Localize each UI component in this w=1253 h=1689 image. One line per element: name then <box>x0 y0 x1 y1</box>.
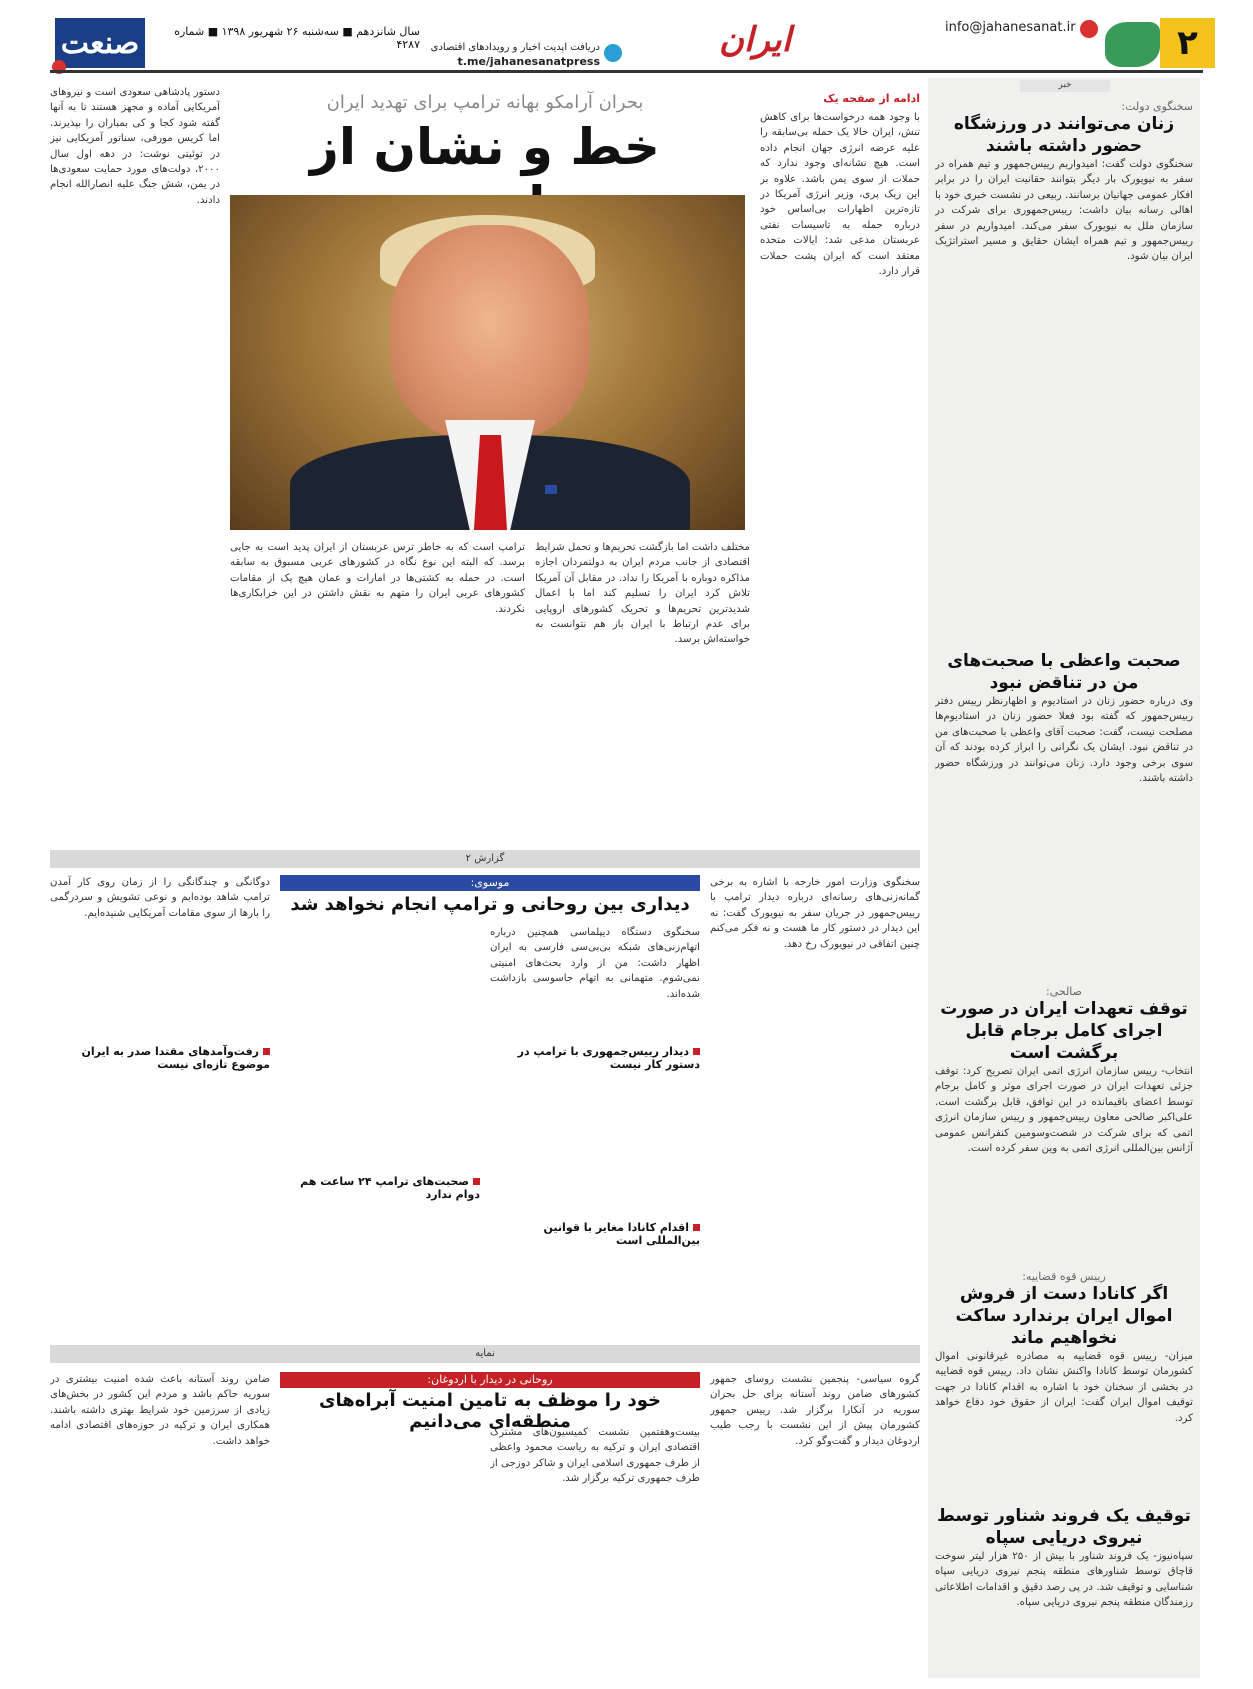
story-body: وی درباره حضور زنان در استادیوم و اظهارنظر رییس دفتر رییس‌جمهور که گفته بود فعلا حضور زنان در استادیوم‌ها مصلحت نیست، گفت: صحبت آقای واعظی با صحبت‌های من در تناقض نبود. ایشان یک نگرانی را ابراز کرده بودند که آن سوی برخی وجود دارد. زنان می‌توانند در ورزشگاه حضور داشته باشند. <box>935 696 1193 785</box>
middle-column-d: دوگانگی و چندگانگی را از زمان روی کار آمدن ترامپ شاهد بوده‌ایم و نوعی تشویش و سردرگمی را بارها از سوی مقامات آمریکایی شنیده‌ایم. رفت‌وآمدهای مقتدا صدر به ایران موضوع تازه‌ای نیست <box>50 877 270 1071</box>
story-kicker: رییس قوه قضاییه: <box>1022 1270 1106 1283</box>
middle-headline: دیداری بین روحانی و ترامپ انجام نخواهد شد <box>290 894 690 915</box>
lead-headline: خط و نشان از <box>310 118 660 176</box>
story-kicker: صالحی: <box>1045 985 1083 998</box>
story-body: سپاه‌نیوز- یک فروند شناور با بیش از ۲۵۰ هزار لیتر سوخت قاچاق توسط شناورهای منطقه پنجم نیروی دریایی سپاه شناسایی و توقیف شد. در پی رصد دقیق و اقدامات اطلاعاتی رزمندگان منطقه پنجم نیروی دریایی سپاه. <box>935 1551 1193 1609</box>
page-number: ۲ <box>1160 18 1215 68</box>
story-headline: توقف تعهدات ایران در صورت اجرای کامل برجام قابل برگشت است <box>940 999 1188 1063</box>
bullet-icon <box>263 1048 270 1055</box>
section-banner: نمایه <box>50 1345 920 1363</box>
story-kicker: سخنگوی دولت: <box>1121 100 1193 113</box>
story-headline: زنان می‌توانند در ورزشگاه حضور داشته باشند <box>953 114 1175 156</box>
email-icon <box>1080 20 1098 38</box>
lead-column-1: با وجود همه درخواست‌ها برای کاهش تنش، ایران حالا یک حمله بی‌سابقه را علیه عرضه انرژی جهان انجام داده است. هیچ نشانه‌ای وجود ندارد که حملات از سوی یمن باشد. علاوه بر این ریک پری، وزیر انرژی آمریکا در تازه‌ترین اظهارات بی‌اساس خود درباره حمله به تاسیسات نفتی عربستان مدعی شد: ایالات متحده معتقد است که ایران پشت حملات قرار دارد. <box>760 112 920 278</box>
lead-column-4: دستور پادشاهی سعودی است و نیروهای آمریکایی آماده و مجهز هستند تا به آنها گفته شود کجا و کی بمباران را بپذیرند. اما کریس مورفی، سناتور آمریکایی نیز در توئیتی نوشت: در دهه اول سال ۲۰۰۰، دولت‌های مورد حمایت سعودی‌ها در یمن، شش جنگ علیه انصارالله انجام دادند. <box>50 87 220 206</box>
flag-pin-icon <box>545 485 557 494</box>
story-body: سخنگوی دولت گفت: امیدواریم رییس‌جمهور و تیم همراه در سفر به نیویورک بار دیگر بتوانند حقانیت ایران را در برابر افکار عمومی جهانیان برسانند. ربیعی در نشست خبری خود با اهالی رسانه بیان داشت: رییس‌جمهوری برای شرکت در سازمان ملل به نیویورک سفر می‌کند. امیدواریم در سفر رییس‌جمهور و تیم همراه ایشان حقایق و مسیر استراتژیک ایران بیان شود. <box>935 159 1193 263</box>
bottom-kicker: روحانی در دیدار با اردوغان: <box>280 1372 700 1388</box>
story-headline: صحبت واعظی با صحبت‌های من در تناقض نبود <box>947 651 1181 693</box>
sidebar-story-1 <box>935 100 1193 627</box>
story-body: میزان- رییس قوه قضاییه به مصادره غیرقانونی اموال کشورمان توسط کانادا واکنش نشان داد. رییس قوه قضاییه در بخشی از سخنان خود با اشاره به اقدام کانادا در جهت توقیف اموال ایران گفت: ایران از حقوق خود دفاع خواهد کرد. <box>935 1351 1193 1424</box>
sidebar-story-3 <box>935 985 1193 1294</box>
bullet-icon <box>693 1224 700 1231</box>
bottom-column-c: ضامن روند آستانه باعث شده امنیت بیشتری در سوریه حاکم باشد و مردم این کشور در بخش‌های زیادی از سرزمین خود شرایط بهتری داشته باشند. همکاری ایران و ترکیه در حوزه‌های اقتصادی ادامه خواهد داشت. <box>50 1374 270 1447</box>
lead-column-2: مختلف داشت اما بازگشت تحریم‌ها و تحمل شرایط اقتصادی از جانب مردم ایران به دولتمردان اجازه مذاکره دوباره با آمریکا را نداد. در مقابل آن آمریکا تلاش کرد ایران را تسلیم کند اما با اعمال شدیدترین تحریم‌ها و تحریک کشورهای اروپایی برای عدم ارتباط با ایران باز هم نتوانست به خواسته‌اش برسد. <box>535 542 750 646</box>
bottom-headline: خود را موظف به تامین امنیت آبراه‌های منطقه‌ای می‌دانیم <box>318 1390 662 1432</box>
continued-label: ادامه از صفحه یک <box>823 92 920 105</box>
story-headline: توقیف یک فروند شناور توسط نیروی دریایی سپاه <box>937 1506 1191 1548</box>
issue-info: سال شانزدهم ■ سه‌شنبه ۲۶ شهریور ۱۳۹۸ ■ شماره ۴۲۸۷ <box>174 25 420 51</box>
story-body: انتخاب- رییس سازمان انرژی اتمی ایران تصریح کرد: توقف جزئی تعهدات ایران در صورت اجرای موثر و کامل برجام توسط اعضای باقیمانده در این توافق، قابل برگشت است. علی‌اکبر صالحی معاون رییس‌جمهور و رییس سازمان انرژی اتمی که برای شرکت در شصت‌وسومین کنفرانس عمومی آژانس بین‌المللی انرژی اتمی به وین سفر کرده است. <box>935 1066 1193 1155</box>
middle-kicker: موسوی: <box>280 875 700 891</box>
sidebar-story-2 <box>935 650 1193 994</box>
middle-column-b: سخنگوی دستگاه دیپلماسی همچنین درباره اتهام‌زنی‌های شبکه بی‌بی‌سی فارسی به ایران اظهار داشت: من از وارد بحث‌های امنیتی نمی‌شوم. متهمانی به اتهام جاسوسی بازداشت شده‌اند. دیدار رییس‌جمهوری با ترامپ در دستور کار نیست اقدام کانادا مغایر با قوانین بین‌المللی است <box>490 927 700 1247</box>
lead-kicker: بحران آرامکو بهانه ترامپ برای تهدید ایران <box>326 92 644 113</box>
bullet-icon <box>693 1048 700 1055</box>
story-headline: اگر کانادا دست از فروش اموال ایران برندارد ساکت نخواهیم ماند <box>955 1284 1173 1348</box>
email-address[interactable]: info@jahanesanat.ir <box>945 20 1076 35</box>
header-rule <box>50 70 1203 73</box>
lead-photo <box>230 195 745 530</box>
telegram-caption: دریافت اپدیت اخبار و رویدادهای اقتصادی <box>430 42 600 53</box>
middle-column-a: سخنگوی وزارت امور خارجه با اشاره به برخی گمانه‌زنی‌های رسانه‌ای درباره دیدار ترامپ با رییس‌جمهور در جریان سفر به نیویورک گفت: نه این دیدار در دستور کار ما هست و نه فکر می‌کنم چنین اتفاقی در نیویورک رخ دهد. <box>710 877 920 950</box>
bottom-column-b: بیست‌وهفتمین نشست کمیسیون‌های مشترک اقتصادی ایران و ترکیه به ریاست محمود واعظی از طرف جمهوری اسلامی ایران و شاکر دوزجی از طرف جمهوری ترکیه برگزار شد. <box>490 1427 700 1485</box>
telegram-icon <box>604 44 622 62</box>
sidebar-story-5 <box>935 1505 1193 1689</box>
sidebar-story-4 <box>935 1270 1193 1529</box>
section-title: ایران <box>718 20 792 60</box>
middle-column-c <box>280 925 480 1201</box>
lead-column-3: ترامپ است که به خاطر ترس عربستان از ایران پدید است به جایی برسد. که البته این نوع نگاه در کشورهای عربی مسبوق به سابقه است. در حمله به کشتی‌ها در امارات و عمان هیچ یک از مقامات کشورهای عربی ایران را متهم به نقش داشتن در این خرابکاری‌ها نکردند. <box>230 542 525 615</box>
subhead: اقدام کانادا مغایر با قوانین بین‌المللی است <box>543 1221 700 1247</box>
bottom-column-a: گروه سیاسی- پنجمین نشست روسای جمهور کشورهای ضامن روند آستانه برای حل بحران سوریه در آنکارا برگزار شد. رییس جمهور کشورمان پیش از این نشست با رجب طیب اردوغان دیدار و گفت‌وگو کرد. <box>710 1374 920 1447</box>
subhead: رفت‌وآمدهای مقتدا صدر به ایران موضوع تازه‌ای نیست <box>81 1045 270 1071</box>
iran-map-icon <box>1105 22 1160 67</box>
subhead: دیدار رییس‌جمهوری با ترامپ در دستور کار نیست <box>517 1045 700 1071</box>
bullet-icon <box>473 1178 480 1185</box>
telegram-link[interactable]: t.me/jahanesanatpress <box>457 55 600 68</box>
newspaper-logo: صنعت <box>55 18 145 68</box>
news-tag: خبر <box>1020 80 1110 92</box>
photo-face <box>390 225 590 440</box>
section-banner: گزارش ۲ <box>50 850 920 868</box>
subhead: صحبت‌های ترامپ ۲۴ ساعت هم دوام ندارد <box>300 1175 480 1201</box>
